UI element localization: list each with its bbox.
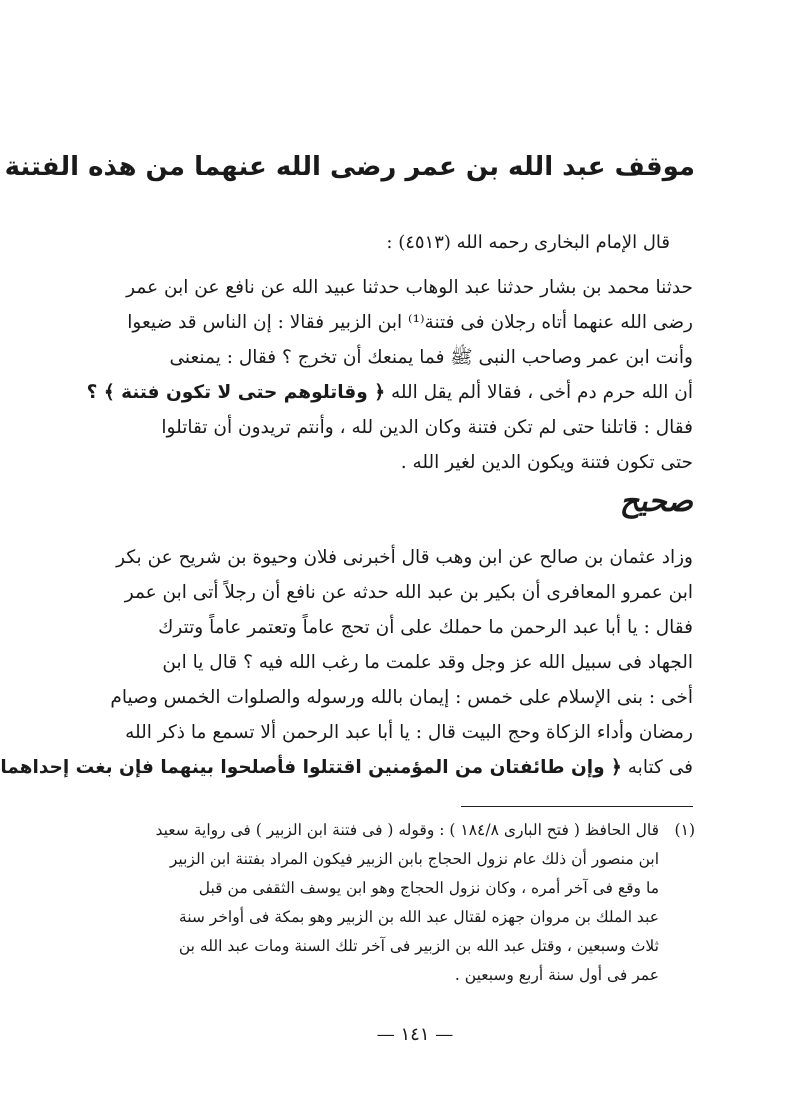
text-line: رمضان وأداء الزكاة وحج البيت قال : يا أبا عبد الرحمن ألا تسمع ما ذكر الله: [125, 722, 693, 743]
text-line: وأنت ابن عمر وصاحب النبى ﷺ فما يمنعك أن تخرج ؟ فقال : يمنعنى: [169, 347, 693, 368]
footnote-line: ثلاث وسبعين ، وقتل عبد الله بن الزبير فى آخر تلك السنة ومات عبد الله بن: [178, 937, 659, 955]
hadith-grade: صحيح: [619, 484, 693, 519]
text-line: الجهاد فى سبيل الله عز وجل وقد علمت ما رغب الله فيه ؟ قال يا ابن: [162, 652, 693, 673]
footnote-number: (١): [674, 821, 695, 839]
footnote: [135, 816, 695, 990]
footnote-line: ابن منصور أن ذلك عام نزول الحجاج بابن الزبير فيكون المراد بفتنة ابن الزبير: [169, 850, 659, 868]
quran-verse: ﴿ وقاتلوهم حتى لا تكون فتنة ﴾ ؟: [86, 382, 386, 403]
text-segment: فى كتابه: [627, 757, 693, 778]
quran-verse: ﴿ وإن طائفتان من المؤمنين اقتتلوا فأصلحوا بينهما فإن بغت إحداهما: [0, 757, 622, 778]
page-number: — ١٤١ —: [376, 1024, 454, 1045]
hadith-text-1: [86, 270, 693, 480]
text-line: حدثنا محمد بن بشار حدثنا عبد الوهاب حدثنا عبيد الله عن نافع عن ابن عمر: [126, 277, 693, 298]
text-line: فقال : يا أبا عبد الرحمن ما حملك على أن تحج عاماً وتعتمر عاماً وتترك: [158, 617, 693, 638]
text-line: ابن عمرو المعافرى أن بكير بن عبد الله حدثه عن نافع أن رجلاً أتى ابن عمر: [124, 582, 693, 603]
text-line-with-verse: [0, 750, 693, 785]
text-line: فقال : قاتلنا حتى لم تكن فتنة وكان الدين لله ، وأنتم تريدون أن تقاتلوا: [161, 417, 693, 438]
text-line-with-verse: [86, 375, 693, 410]
text-segment: أن الله حرم دم أخى ، فقالا ألم يقل الله: [390, 382, 693, 403]
footnote-line: قال الحافظ ( فتح البارى ١٨٤/٨ ) : وقوله ( فى فتنة ابن الزبير ) فى رواية سعيد: [155, 821, 659, 839]
text-line: رضى الله عنهما أتاه رجلان فى فتنة⁽¹⁾ ابن الزبير فقالا : إن الناس قد ضيعوا: [127, 312, 693, 333]
text-line: حتى تكون فتنة ويكون الدين لغير الله .: [400, 452, 693, 473]
footnote-divider: [461, 806, 693, 807]
footnote-line: ما وقع فى آخر أمره ، وكان نزول الحجاج وهو ابن يوسف الثقفى من قبل: [198, 879, 659, 897]
text-line: وزاد عثمان بن صالح عن ابن وهب قال أخبرنى فلان وحيوة بن شريح عن بكر: [116, 547, 693, 568]
hadith-source-intro: قال الإمام البخارى رحمه الله (٤٥١٣) :: [386, 232, 670, 253]
page-title: موقف عبد الله بن عمر رضى الله عنهما من هذه الفتنة: [4, 152, 695, 182]
footnote-line: عبد الملك بن مروان جهزه لقتال عبد الله بن الزبير وهو بمكة فى أواخر سنة: [178, 908, 659, 926]
text-line: أخى : بنى الإسلام على خمس : إيمان بالله ورسوله والصلوات الخمس وصيام: [110, 687, 693, 708]
hadith-text-2: [0, 540, 693, 785]
footnote-line: عمر فى أول سنة أربع وسبعين .: [454, 966, 659, 984]
